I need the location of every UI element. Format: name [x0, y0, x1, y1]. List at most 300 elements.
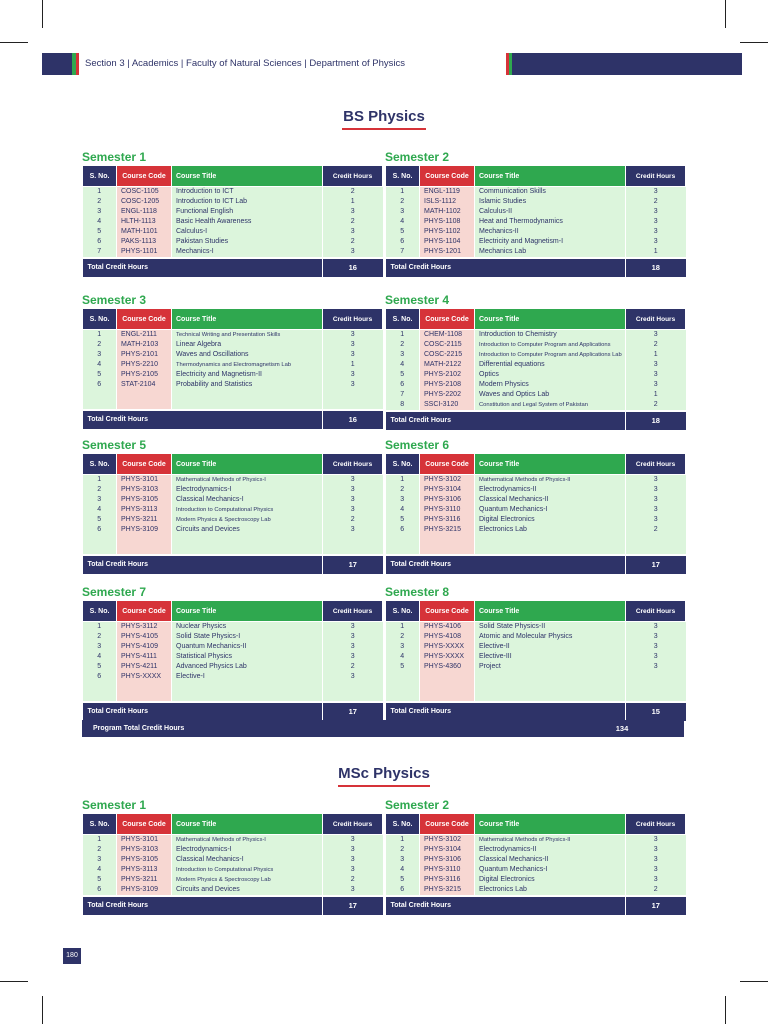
cell-sno: 2	[386, 485, 420, 495]
cell-course-code: PHYS-3102	[420, 835, 475, 846]
cell-course-title: Advanced Physics Lab	[172, 662, 323, 672]
cell-credit-hours: 3	[323, 380, 383, 390]
total-value: 16	[323, 410, 383, 429]
cell-course-code	[420, 535, 475, 545]
total-label: Total Credit Hours	[83, 896, 323, 915]
cell-course-code: PHYS-2102	[420, 370, 475, 380]
cell-course-code: MATH-1101	[117, 227, 172, 237]
table-row	[386, 672, 686, 682]
col-header-credit: Credit Hours	[626, 309, 686, 330]
cell-course-code: PHYS-3102	[420, 475, 475, 486]
cell-course-code: PHYS-3211	[117, 875, 172, 885]
cell-course-title: Mathematical Methods of Physics-II	[475, 475, 626, 486]
cell-course-title: Introduction to Computer Program and Applications Lab	[475, 350, 626, 360]
cell-course-code: PHYS-3101	[117, 475, 172, 486]
table-row	[83, 495, 383, 505]
cell-sno: 5	[386, 875, 420, 885]
cell-course-title: Electricity and Magnetism-I	[475, 237, 626, 247]
table-header-row	[386, 309, 686, 330]
cell-sno: 4	[386, 505, 420, 515]
cell-course-code: PHYS-3116	[420, 515, 475, 525]
total-row	[83, 410, 383, 429]
table-row	[386, 197, 686, 207]
cell-course-code: PHYS-4360	[420, 662, 475, 672]
cell-credit-hours: 3	[626, 515, 686, 525]
cell-sno: 6	[386, 380, 420, 390]
cell-sno: 5	[83, 227, 117, 237]
cell-course-title: Electrodynamics-II	[475, 485, 626, 495]
total-row	[386, 896, 686, 915]
table-row	[83, 682, 383, 692]
cell-sno: 1	[386, 475, 420, 486]
table-row	[386, 525, 686, 535]
cell-course-code: PHYS-3105	[117, 495, 172, 505]
cell-credit-hours: 3	[323, 505, 383, 515]
cell-course-code: SSCI-3120	[420, 400, 475, 411]
col-header-title: Course Title	[172, 601, 323, 622]
cell-credit-hours	[323, 545, 383, 555]
cell-sno: 1	[386, 835, 420, 846]
cell-credit-hours: 3	[323, 642, 383, 652]
total-label: Total Credit Hours	[83, 702, 323, 721]
cell-course-title: Electricity and Magnetism-II	[172, 370, 323, 380]
cell-course-title: Modern Physics	[475, 380, 626, 390]
cell-course-code: PHYS-4105	[117, 632, 172, 642]
cell-credit-hours: 3	[626, 475, 686, 486]
cell-course-title	[172, 400, 323, 410]
cell-credit-hours: 3	[626, 207, 686, 217]
table-row	[83, 545, 383, 555]
total-value: 17	[323, 896, 383, 915]
total-label: Total Credit Hours	[386, 702, 626, 721]
cell-sno: 2	[83, 197, 117, 207]
total-row	[386, 258, 686, 277]
table-row	[83, 505, 383, 515]
cell-course-code	[117, 400, 172, 410]
table-row	[386, 360, 686, 370]
title-underline	[338, 785, 430, 787]
crop-mark	[0, 42, 28, 43]
table-row	[83, 855, 383, 865]
table-row	[386, 247, 686, 258]
cell-course-code: COSC-2215	[420, 350, 475, 360]
cell-credit-hours: 1	[626, 247, 686, 258]
cell-course-code: PHYS-3211	[117, 515, 172, 525]
col-header-code: Course Code	[420, 309, 475, 330]
table-row	[83, 187, 383, 198]
cell-course-title: Calculus-I	[172, 227, 323, 237]
cell-sno: 2	[83, 485, 117, 495]
total-row	[83, 555, 383, 574]
col-header-title: Course Title	[172, 814, 323, 835]
cell-credit-hours	[323, 535, 383, 545]
table-row	[83, 237, 383, 247]
col-header-credit: Credit Hours	[323, 601, 383, 622]
cell-course-code: HLTH-1113	[117, 217, 172, 227]
cell-course-code	[117, 692, 172, 702]
cell-course-code: PHYS-1201	[420, 247, 475, 258]
cell-course-code: PHYS-3113	[117, 865, 172, 875]
total-value: 17	[626, 555, 686, 574]
cell-course-title: Solid State Physics-I	[172, 632, 323, 642]
page-header	[42, 53, 742, 75]
cell-credit-hours: 3	[323, 652, 383, 662]
cell-sno: 4	[386, 652, 420, 662]
cell-course-title: Thermodynamics and Electromagnetism Lab	[172, 360, 323, 370]
cell-credit-hours: 2	[626, 400, 686, 411]
col-header-sno: S. No.	[83, 814, 117, 835]
cell-credit-hours: 3	[323, 622, 383, 633]
cell-sno: 1	[83, 475, 117, 486]
cell-course-title: Probability and Statistics	[172, 380, 323, 390]
cell-sno	[386, 545, 420, 555]
cell-course-title: Classical Mechanics-II	[475, 855, 626, 865]
cell-sno	[83, 692, 117, 702]
semester-title: Semester 1	[82, 150, 147, 164]
cell-sno: 6	[83, 672, 117, 682]
col-header-code: Course Code	[117, 601, 172, 622]
cell-credit-hours	[626, 672, 686, 682]
col-header-credit: Credit Hours	[323, 309, 383, 330]
total-label: Total Credit Hours	[386, 555, 626, 574]
table-row	[386, 227, 686, 237]
cell-sno: 7	[386, 247, 420, 258]
table-row	[386, 370, 686, 380]
col-header-title: Course Title	[172, 454, 323, 475]
cell-sno: 3	[386, 495, 420, 505]
cell-credit-hours: 3	[323, 227, 383, 237]
table-header-row	[83, 166, 383, 187]
cell-sno: 1	[83, 835, 117, 846]
cell-credit-hours	[626, 692, 686, 702]
crop-mark	[42, 0, 43, 28]
table-header-row	[83, 601, 383, 622]
cell-credit-hours: 3	[626, 875, 686, 885]
table-row	[386, 187, 686, 198]
cell-course-code: CHEM-1108	[420, 330, 475, 341]
col-header-credit: Credit Hours	[626, 166, 686, 187]
cell-course-title: Electrodynamics-I	[172, 845, 323, 855]
cell-sno: 1	[83, 622, 117, 633]
cell-credit-hours: 3	[626, 370, 686, 380]
total-value: 18	[626, 411, 686, 430]
table-row	[386, 865, 686, 875]
cell-sno: 4	[83, 217, 117, 227]
col-header-sno: S. No.	[83, 454, 117, 475]
cell-sno: 3	[83, 350, 117, 360]
cell-sno: 2	[386, 632, 420, 642]
cell-course-title: Nuclear Physics	[172, 622, 323, 633]
cell-credit-hours: 3	[626, 495, 686, 505]
cell-credit-hours: 3	[323, 855, 383, 865]
cell-course-title: Optics	[475, 370, 626, 380]
table-row	[386, 207, 686, 217]
cell-credit-hours: 2	[323, 875, 383, 885]
title-underline	[342, 128, 426, 130]
semester-title: Semester 3	[82, 293, 147, 307]
col-header-sno: S. No.	[83, 166, 117, 187]
cell-course-title: Communication Skills	[475, 187, 626, 198]
cell-course-title: Functional English	[172, 207, 323, 217]
cell-course-title: Introduction to Computational Physics	[172, 865, 323, 875]
cell-credit-hours: 1	[323, 197, 383, 207]
total-label: Total Credit Hours	[83, 555, 323, 574]
col-header-credit: Credit Hours	[626, 601, 686, 622]
cell-course-title	[475, 545, 626, 555]
table-row	[386, 642, 686, 652]
table-row	[386, 390, 686, 400]
table-row	[83, 875, 383, 885]
cell-credit-hours: 3	[626, 485, 686, 495]
cell-course-title: Waves and Optics Lab	[475, 390, 626, 400]
col-header-code: Course Code	[420, 166, 475, 187]
cell-credit-hours: 3	[626, 505, 686, 515]
cell-credit-hours	[626, 682, 686, 692]
cell-course-title: Classical Mechanics-II	[475, 495, 626, 505]
cell-course-code: PHYS-3106	[420, 495, 475, 505]
table-row	[83, 330, 383, 341]
cell-sno	[386, 535, 420, 545]
cell-course-code: PHYS-3105	[117, 855, 172, 865]
table-row	[83, 672, 383, 682]
cell-course-code	[420, 692, 475, 702]
cell-course-title: Statistical Physics	[172, 652, 323, 662]
col-header-title: Course Title	[172, 309, 323, 330]
table-row	[386, 237, 686, 247]
cell-sno: 3	[83, 642, 117, 652]
cell-course-title: Introduction to Chemistry	[475, 330, 626, 341]
table-row	[83, 622, 383, 633]
cell-course-title: Mechanics-I	[172, 247, 323, 258]
table-row	[83, 652, 383, 662]
page-number: 180	[63, 948, 81, 964]
cell-credit-hours: 3	[626, 865, 686, 875]
table-header-row	[386, 454, 686, 475]
cell-sno: 6	[83, 885, 117, 896]
cell-course-title: Mathematical Methods of Physics-II	[475, 835, 626, 846]
cell-course-code: PHYS-XXXX	[420, 642, 475, 652]
cell-course-title: Digital Electronics	[475, 515, 626, 525]
cell-course-title	[172, 682, 323, 692]
table-row	[386, 652, 686, 662]
col-header-code: Course Code	[117, 309, 172, 330]
cell-course-code: ENGL-2111	[117, 330, 172, 341]
cell-course-title: Classical Mechanics-I	[172, 855, 323, 865]
total-row	[386, 555, 686, 574]
table-row	[83, 380, 383, 390]
cell-course-title: Circuits and Devices	[172, 885, 323, 896]
table-row	[83, 207, 383, 217]
cell-sno: 6	[83, 237, 117, 247]
cell-course-title: Basic Health Awareness	[172, 217, 323, 227]
cell-credit-hours: 3	[323, 330, 383, 341]
cell-credit-hours: 1	[626, 390, 686, 400]
table-row	[386, 875, 686, 885]
cell-sno: 4	[83, 652, 117, 662]
table-header-row	[83, 309, 383, 330]
cell-sno: 3	[386, 207, 420, 217]
cell-sno: 5	[83, 662, 117, 672]
col-header-credit: Credit Hours	[323, 454, 383, 475]
table-row	[386, 535, 686, 545]
semester-table	[385, 453, 686, 574]
cell-course-code: COSC-1205	[117, 197, 172, 207]
cell-course-title: Electrodynamics-I	[172, 485, 323, 495]
table-row	[386, 495, 686, 505]
breadcrumb: Section 3 | Academics | Faculty of Natural Sciences | Department of Physics	[85, 58, 405, 69]
cell-sno: 1	[386, 187, 420, 198]
cell-course-code: PHYS-3110	[420, 505, 475, 515]
cell-course-title: Electronics Lab	[475, 525, 626, 535]
cell-course-code: MATH-1102	[420, 207, 475, 217]
semester-table	[82, 308, 383, 429]
table-header-row	[386, 601, 686, 622]
table-row	[83, 217, 383, 227]
cell-credit-hours	[626, 545, 686, 555]
cell-course-title: Islamic Studies	[475, 197, 626, 207]
semester-table	[385, 308, 686, 430]
bs-program-title: BS Physics	[0, 108, 768, 130]
table-row	[83, 360, 383, 370]
table-row	[386, 662, 686, 672]
cell-sno: 4	[386, 217, 420, 227]
cell-credit-hours: 3	[626, 632, 686, 642]
cell-course-title: Elective-III	[475, 652, 626, 662]
cell-credit-hours	[323, 390, 383, 400]
cell-credit-hours: 3	[626, 855, 686, 865]
cell-sno: 4	[83, 360, 117, 370]
cell-sno: 2	[386, 845, 420, 855]
col-header-title: Course Title	[475, 166, 626, 187]
cell-course-code	[117, 545, 172, 555]
cell-course-title: Quantum Mechanics-I	[475, 865, 626, 875]
table-row	[83, 835, 383, 846]
cell-course-title: Mathematical Methods of Physics-I	[172, 835, 323, 846]
col-header-code: Course Code	[117, 166, 172, 187]
cell-sno: 6	[386, 885, 420, 896]
cell-course-code: PHYS-2101	[117, 350, 172, 360]
cell-credit-hours: 3	[626, 330, 686, 341]
cell-credit-hours: 3	[323, 672, 383, 682]
total-row	[83, 258, 383, 277]
cell-course-title: Circuits and Devices	[172, 525, 323, 535]
col-header-title: Course Title	[172, 166, 323, 187]
cell-credit-hours: 3	[323, 485, 383, 495]
table-row	[83, 845, 383, 855]
cell-course-code: PHYS-4111	[117, 652, 172, 662]
cell-credit-hours: 2	[323, 662, 383, 672]
cell-course-code: COSC-1105	[117, 187, 172, 198]
program-total-value: 134	[615, 724, 629, 733]
cell-course-code: PHYS-1102	[420, 227, 475, 237]
table-row	[386, 485, 686, 495]
cell-credit-hours: 3	[626, 380, 686, 390]
semester-table	[82, 453, 383, 574]
cell-course-title: Elective-II	[475, 642, 626, 652]
cell-sno: 5	[83, 515, 117, 525]
cell-sno: 5	[386, 515, 420, 525]
table-row	[83, 885, 383, 896]
cell-credit-hours: 3	[323, 475, 383, 486]
cell-credit-hours: 3	[626, 642, 686, 652]
semester-title: Semester 2	[385, 150, 450, 164]
table-row	[83, 475, 383, 486]
cell-sno: 1	[83, 187, 117, 198]
cell-sno: 5	[386, 227, 420, 237]
cell-course-title: Modern Physics & Spectroscopy Lab	[172, 515, 323, 525]
cell-course-code: PHYS-4109	[117, 642, 172, 652]
cell-sno: 1	[386, 622, 420, 633]
crop-mark	[0, 981, 28, 982]
cell-course-code: MATH-2103	[117, 340, 172, 350]
crop-mark	[725, 0, 726, 28]
cell-course-title: Classical Mechanics-I	[172, 495, 323, 505]
cell-course-code: PHYS-2210	[117, 360, 172, 370]
cell-course-title: Mechanics-II	[475, 227, 626, 237]
cell-course-title: Differential equations	[475, 360, 626, 370]
cell-sno	[83, 390, 117, 400]
total-value: 17	[626, 896, 686, 915]
semester-table	[82, 600, 383, 721]
cell-sno: 6	[83, 525, 117, 535]
cell-credit-hours: 2	[626, 340, 686, 350]
cell-credit-hours: 3	[626, 360, 686, 370]
table-row	[386, 545, 686, 555]
table-row	[83, 662, 383, 672]
table-row	[386, 692, 686, 702]
table-header-row	[386, 814, 686, 835]
cell-course-code: PHYS-3104	[420, 845, 475, 855]
col-header-sno: S. No.	[83, 601, 117, 622]
col-header-code: Course Code	[117, 454, 172, 475]
cell-credit-hours: 3	[323, 350, 383, 360]
cell-sno: 5	[83, 370, 117, 380]
table-row	[386, 505, 686, 515]
cell-credit-hours: 3	[323, 247, 383, 258]
semester-title: Semester 5	[82, 438, 147, 452]
table-row	[83, 525, 383, 535]
cell-course-title	[172, 692, 323, 702]
table-row	[386, 682, 686, 692]
table-row	[83, 485, 383, 495]
semester-title: Semester 7	[82, 585, 147, 599]
semester-title: Semester 4	[385, 293, 450, 307]
cell-credit-hours: 3	[626, 652, 686, 662]
cell-course-code: ENGL-1119	[420, 187, 475, 198]
cell-credit-hours	[323, 692, 383, 702]
cell-course-code: PHYS-3106	[420, 855, 475, 865]
cell-course-code: PAKS-1113	[117, 237, 172, 247]
total-value: 18	[626, 258, 686, 277]
cell-sno: 6	[386, 525, 420, 535]
total-label: Total Credit Hours	[386, 896, 626, 915]
header-bar	[506, 53, 742, 75]
semester-table	[82, 165, 383, 277]
cell-sno: 3	[83, 855, 117, 865]
semester-title: Semester 1	[82, 798, 147, 812]
cell-sno: 6	[83, 380, 117, 390]
cell-sno: 3	[386, 642, 420, 652]
crop-mark	[42, 996, 43, 1024]
table-row	[83, 390, 383, 400]
cell-credit-hours: 2	[323, 217, 383, 227]
table-row	[83, 865, 383, 875]
col-header-code: Course Code	[420, 814, 475, 835]
col-header-code: Course Code	[420, 601, 475, 622]
cell-course-title: Quantum Mechanics-I	[475, 505, 626, 515]
cell-sno: 4	[386, 865, 420, 875]
cell-course-code	[117, 390, 172, 400]
